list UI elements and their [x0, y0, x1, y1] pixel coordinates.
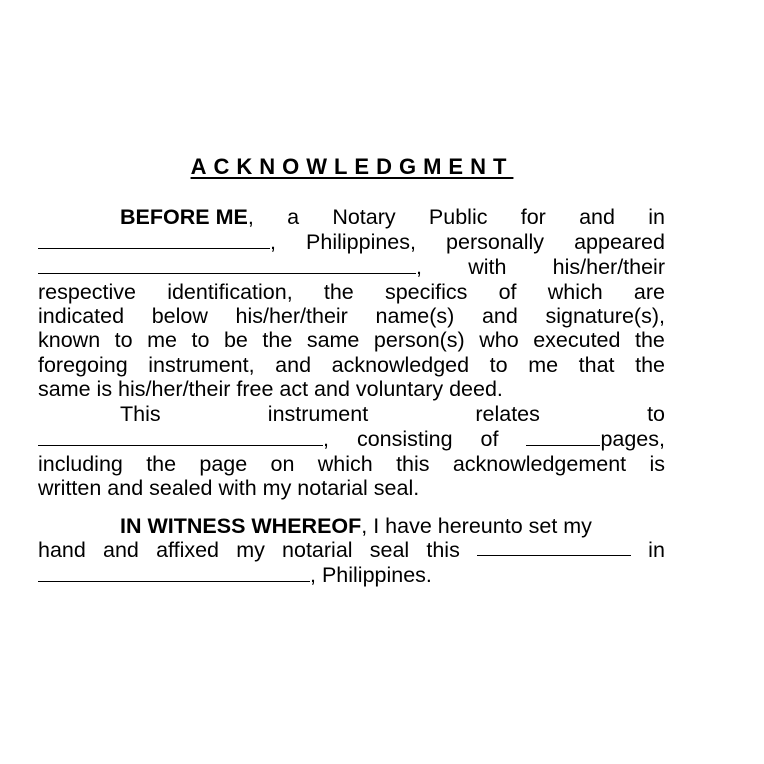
appearer-name-blank[interactable] [38, 256, 416, 274]
p2-line-2: , consisting of pages, [38, 427, 665, 451]
document-title: ACKNOWLEDGMENT [190, 154, 514, 179]
p1-line-5: indicated below his/her/their name(s) and signature(s), [38, 304, 665, 328]
p2-line-3: including the page on which this acknowledgement is [38, 452, 665, 476]
p1-line-8: same is his/her/their free act and voluntary deed. [38, 377, 503, 401]
p3-line-2: hand and affixed my notarial seal this in [38, 538, 665, 562]
before-me-lead: BEFORE ME [120, 205, 248, 229]
p3-line-3: , Philippines. [38, 563, 665, 587]
witness-lead: IN WITNESS WHEREOF [120, 514, 362, 538]
pages-blank[interactable] [526, 428, 600, 446]
p1-line-3: , with his/her/their [38, 255, 665, 279]
p1-line-6: known to me to be the same person(s) who executed the [38, 328, 665, 352]
p2-line-1: This instrument relates to [120, 402, 665, 426]
p1-line-2: , Philippines, personally appeared [38, 230, 665, 254]
p1-line-4: respective identification, the specifics of which are [38, 280, 665, 304]
p1-line-7: foregoing instrument, and acknowledged to me that the [38, 353, 665, 377]
place-blank[interactable] [38, 231, 270, 249]
p1-line-1: BEFORE ME, a Notary Public for and in [120, 205, 665, 229]
date-blank[interactable] [477, 538, 631, 556]
p3-line-1: IN WITNESS WHEREOF, I have hereunto set my [120, 514, 592, 538]
p2-line-4: written and sealed with my notarial seal. [38, 476, 420, 500]
location-blank[interactable] [38, 564, 310, 582]
instrument-blank[interactable] [38, 428, 323, 446]
